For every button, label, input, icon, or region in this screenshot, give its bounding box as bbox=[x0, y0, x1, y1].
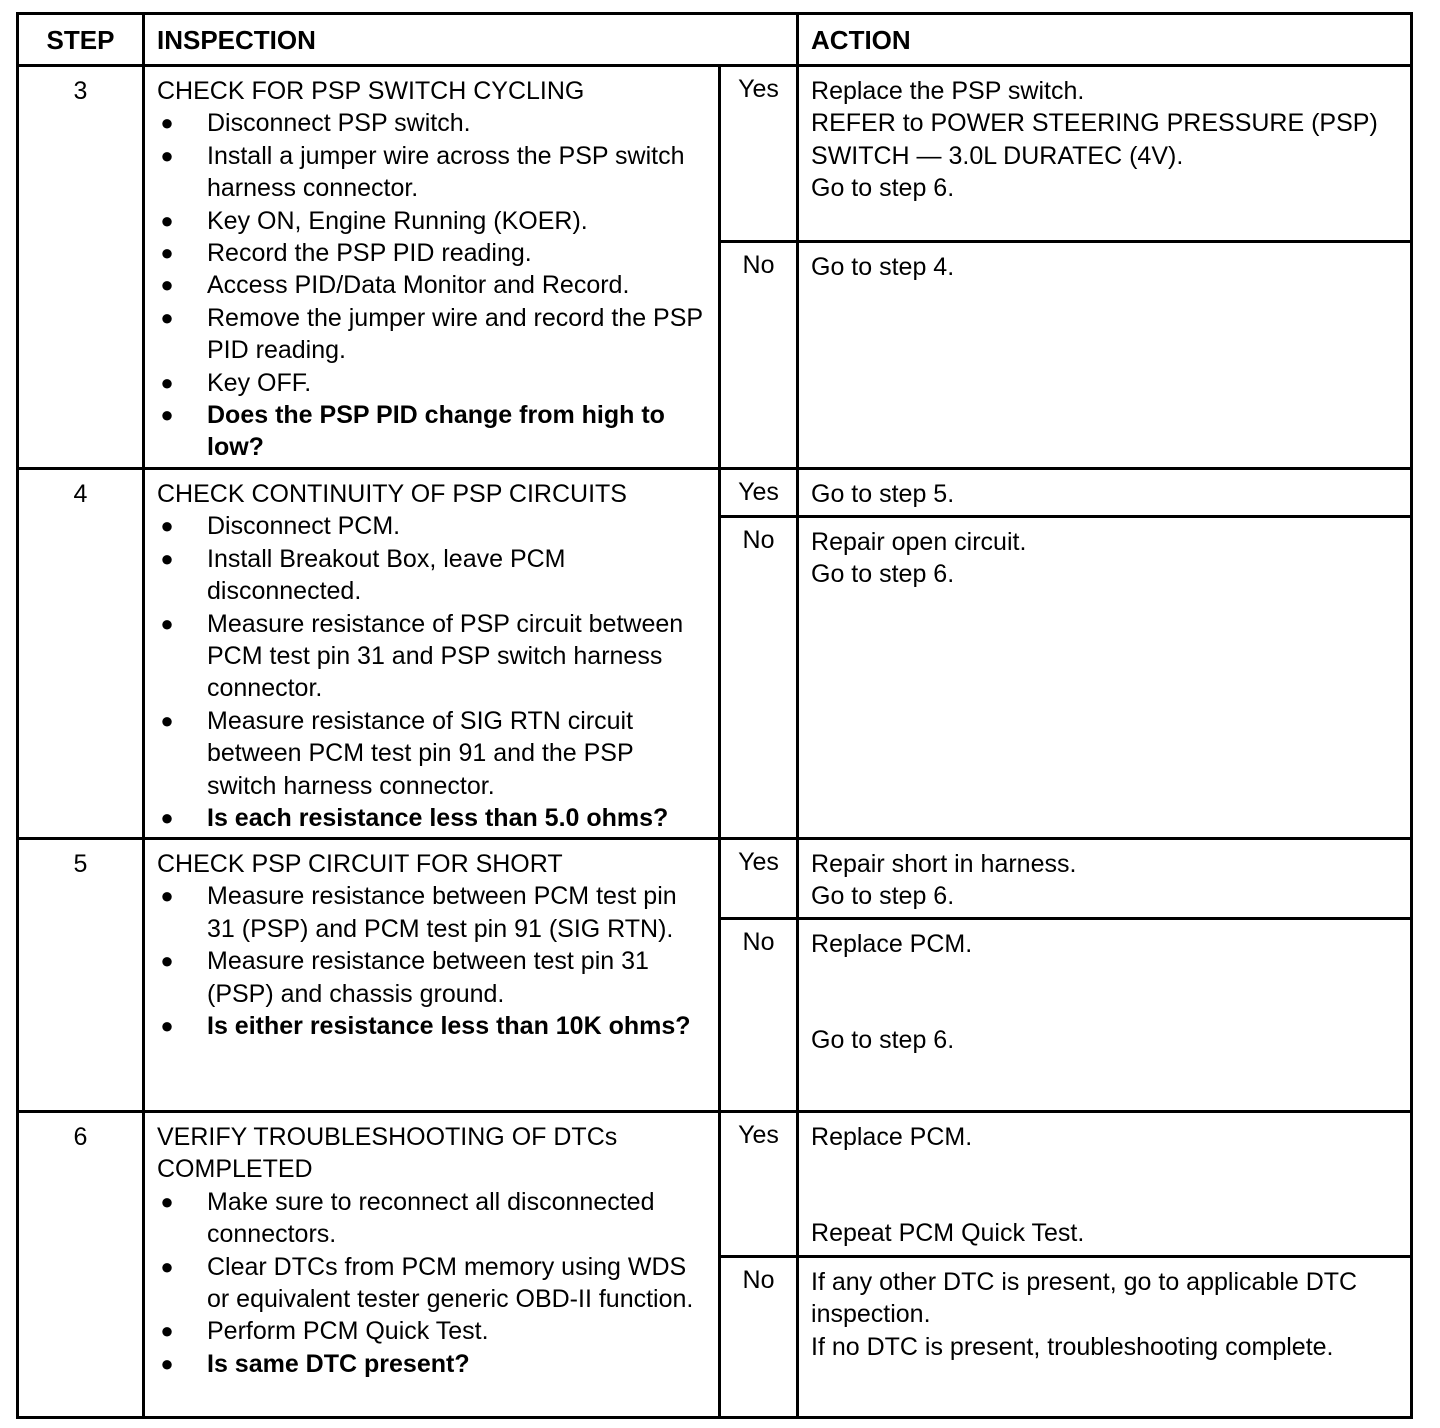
bullet-text: Clear DTCs from PCM memory using WDS or equivalent tester generic OBD-II function. bbox=[207, 1252, 694, 1314]
bullet-item bbox=[157, 140, 708, 205]
no-action bbox=[798, 242, 1412, 469]
yes-action bbox=[798, 839, 1412, 919]
bullet-item bbox=[157, 543, 708, 608]
bullet-item bbox=[157, 205, 708, 237]
action-line: Go to step 6. bbox=[811, 560, 955, 589]
bullet-text: Install Breakout Box, leave PCM disconnected. bbox=[207, 544, 566, 606]
bullet-item bbox=[157, 107, 708, 139]
yes-label: Yes bbox=[720, 469, 798, 517]
bullet-item bbox=[157, 367, 708, 399]
yes-label: Yes bbox=[720, 66, 798, 242]
bullet-text: Measure resistance between PCM test pin 31 (PSP) and PCM test pin 91 (SIG RTN). bbox=[207, 882, 677, 943]
inspection-title: VERIFY TROUBLESHOOTING OF DTCs COMPLETED bbox=[157, 1123, 618, 1184]
bullet-icon: ● bbox=[160, 1253, 174, 1279]
header-row bbox=[18, 14, 1412, 66]
bullet-text: Is same DTC present? bbox=[207, 1349, 470, 1378]
action-line: Go to step 6. bbox=[811, 1026, 955, 1055]
step-number: 6 bbox=[18, 1112, 144, 1418]
bullet-icon: ● bbox=[160, 707, 174, 733]
step-5-inspection bbox=[144, 839, 720, 1112]
bullet-item bbox=[157, 1186, 708, 1251]
bullet-text: Remove the jumper wire and record the PSP PID reading. bbox=[207, 303, 703, 365]
bullet-icon: ● bbox=[160, 1318, 174, 1344]
bullet-icon: ● bbox=[160, 513, 174, 539]
bullet-text: Key OFF. bbox=[207, 368, 312, 397]
bullet-icon: ● bbox=[160, 545, 174, 571]
bullet-text: Measure resistance of PSP circuit between PCM test pin 31 and PSP switch harness connector. bbox=[207, 609, 684, 703]
bullet-question bbox=[157, 802, 708, 834]
bullet-question bbox=[157, 399, 708, 464]
bullet-text: Record the PSP PID reading. bbox=[207, 239, 532, 268]
step-3-inspection bbox=[144, 66, 720, 469]
step-4-yes-row bbox=[18, 469, 1412, 517]
bullet-icon: ● bbox=[160, 272, 174, 298]
action-line: Replace the PSP switch. bbox=[811, 77, 1085, 105]
spacer bbox=[811, 960, 1400, 1024]
action-line: Go to step 6. bbox=[811, 882, 955, 911]
action-line: Replace PCM. bbox=[811, 930, 973, 958]
step-number: 4 bbox=[18, 469, 144, 839]
bullet-icon: ● bbox=[160, 402, 174, 428]
bullet-list bbox=[157, 510, 708, 834]
bullet-item bbox=[157, 237, 708, 269]
action-line: Repair open circuit. bbox=[811, 528, 1027, 556]
bullet-text: Does the PSP PID change from high to low? bbox=[207, 401, 665, 462]
bullet-question bbox=[157, 1348, 708, 1380]
yes-label: Yes bbox=[720, 1112, 798, 1257]
no-label: No bbox=[720, 242, 798, 469]
bullet-text: Access PID/Data Monitor and Record. bbox=[207, 271, 630, 300]
step-number: 3 bbox=[18, 66, 144, 469]
bullet-icon: ● bbox=[160, 110, 174, 136]
bullet-icon: ● bbox=[160, 240, 174, 266]
bullet-item bbox=[157, 608, 708, 705]
bullet-text: Perform PCM Quick Test. bbox=[207, 1317, 489, 1346]
bullet-question bbox=[157, 1010, 708, 1042]
bullet-text: Disconnect PCM. bbox=[207, 512, 401, 541]
bullet-list bbox=[157, 880, 708, 1042]
step-3-yes-row bbox=[18, 66, 1412, 242]
action-line: If any other DTC is present, go to applicable DTC inspection. bbox=[811, 1268, 1358, 1329]
inspection-title: CHECK CONTINUITY OF PSP CIRCUITS bbox=[157, 480, 627, 508]
bullet-icon: ● bbox=[160, 948, 174, 974]
no-action bbox=[798, 517, 1412, 839]
header-action: ACTION bbox=[798, 14, 1412, 66]
bullet-text: Key ON, Engine Running (KOER). bbox=[207, 206, 588, 235]
bullet-text: Measure resistance of SIG RTN circuit between PCM test pin 91 and the PSP switch harness connector. bbox=[207, 706, 634, 800]
step-6-inspection bbox=[144, 1112, 720, 1418]
header-step: STEP bbox=[18, 14, 144, 66]
bullet-icon: ● bbox=[160, 304, 174, 330]
no-action bbox=[798, 1257, 1412, 1418]
bullet-item bbox=[157, 880, 708, 945]
header-inspection: INSPECTION bbox=[144, 14, 798, 66]
bullet-icon: ● bbox=[160, 883, 174, 909]
no-label: No bbox=[720, 517, 798, 839]
action-line: Replace PCM. bbox=[811, 1123, 973, 1151]
no-action bbox=[798, 919, 1412, 1112]
action-line: Go to step 6. bbox=[811, 174, 955, 203]
yes-label: Yes bbox=[720, 839, 798, 919]
step-number: 5 bbox=[18, 839, 144, 1112]
bullet-icon: ● bbox=[160, 1350, 174, 1376]
bullet-icon: ● bbox=[160, 207, 174, 233]
action-line: Go to step 5. bbox=[811, 480, 955, 508]
step-6-yes-row bbox=[18, 1112, 1412, 1257]
bullet-icon: ● bbox=[160, 805, 174, 831]
diagnostic-table bbox=[16, 12, 1413, 1419]
bullet-text: Install a jumper wire across the PSP switch harness connector. bbox=[207, 141, 685, 203]
step-5-yes-row bbox=[18, 839, 1412, 919]
spacer bbox=[811, 1153, 1400, 1217]
action-line: REFER to POWER STEERING PRESSURE (PSP) SWITCH — 3.0L DURATEC (4V). bbox=[811, 109, 1378, 170]
bullet-text: Is either resistance less than 10K ohms? bbox=[207, 1012, 691, 1041]
bullet-text: Is each resistance less than 5.0 ohms? bbox=[207, 804, 669, 833]
action-line: Repair short in harness. bbox=[811, 850, 1077, 878]
bullet-icon: ● bbox=[160, 369, 174, 395]
bullet-text: Measure resistance between test pin 31 (PSP) and chassis ground. bbox=[207, 947, 649, 1008]
bullet-item bbox=[157, 945, 708, 1010]
bullet-item bbox=[157, 1251, 708, 1316]
action-line: If no DTC is present, troubleshooting complete. bbox=[811, 1332, 1334, 1361]
bullet-item bbox=[157, 705, 708, 802]
inspection-title: CHECK PSP CIRCUIT FOR SHORT bbox=[157, 850, 563, 878]
bullet-list bbox=[157, 107, 708, 463]
bullet-icon: ● bbox=[160, 142, 174, 168]
bullet-text: Make sure to reconnect all disconnected connectors. bbox=[207, 1187, 655, 1249]
bullet-text: Disconnect PSP switch. bbox=[207, 109, 471, 138]
bullet-item bbox=[157, 1315, 708, 1347]
bullet-item bbox=[157, 269, 708, 301]
bullet-icon: ● bbox=[160, 1188, 174, 1214]
bullet-item bbox=[157, 510, 708, 542]
yes-action bbox=[798, 469, 1412, 517]
action-line: Repeat PCM Quick Test. bbox=[811, 1219, 1085, 1248]
no-label: No bbox=[720, 919, 798, 1112]
yes-action bbox=[798, 66, 1412, 242]
step-4-inspection bbox=[144, 469, 720, 839]
no-label: No bbox=[720, 1257, 798, 1418]
bullet-icon: ● bbox=[160, 610, 174, 636]
yes-action bbox=[798, 1112, 1412, 1257]
bullet-item bbox=[157, 302, 708, 367]
action-line: Go to step 4. bbox=[811, 253, 955, 281]
inspection-title: CHECK FOR PSP SWITCH CYCLING bbox=[157, 77, 585, 105]
bullet-list bbox=[157, 1186, 708, 1380]
bullet-icon: ● bbox=[160, 1013, 174, 1039]
